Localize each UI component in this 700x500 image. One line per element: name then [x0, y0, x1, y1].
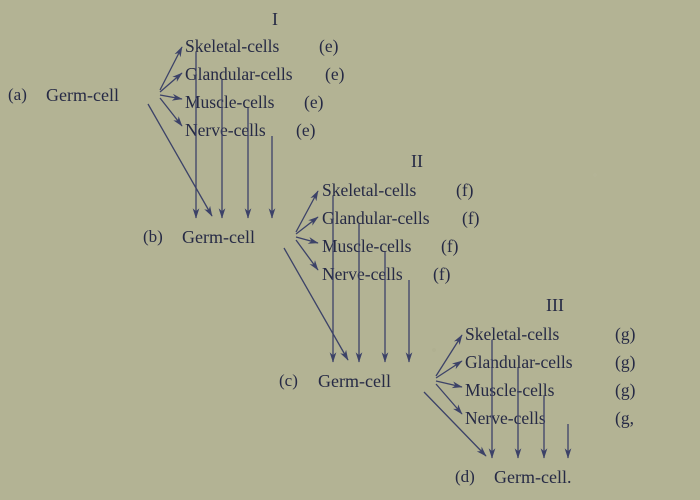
germ-cell-a: Germ-cell: [46, 85, 119, 105]
arrows-generation-ii: [296, 191, 318, 270]
generation-numeral-ii: II: [411, 151, 423, 171]
cell-nerve-e: Nerve-cells: [185, 120, 266, 140]
cell-nerve-g: Nerve-cells: [465, 408, 546, 428]
source-label-b: (b): [143, 227, 163, 246]
cell-glandular-f-suffix: (f): [462, 208, 480, 228]
cell-nerve-e-suffix: (e): [296, 120, 316, 140]
cell-muscle-g-suffix: (g): [615, 380, 636, 400]
cell-muscle-g: Muscle-cells: [465, 380, 555, 400]
generation-numeral-iii: III: [546, 295, 564, 315]
arrows-generation-iii: [436, 335, 462, 414]
germ-cell-b: Germ-cell: [182, 227, 255, 247]
cell-muscle-e: Muscle-cells: [185, 92, 275, 112]
cell-nerve-f-suffix: (f): [433, 264, 451, 284]
source-label-a: (a): [8, 85, 27, 104]
cell-skeletal-f: Skeletal-cells: [322, 180, 417, 200]
cell-glandular-g-suffix: (g): [615, 352, 636, 372]
arrows-generation-i: [160, 47, 182, 126]
cell-skeletal-g-suffix: (g): [615, 324, 636, 344]
germ-cell-c: Germ-cell: [318, 371, 391, 391]
source-label-d: (d): [455, 467, 475, 486]
cell-glandular-f: Glandular-cells: [322, 208, 430, 228]
cell-nerve-f: Nerve-cells: [322, 264, 403, 284]
cell-skeletal-f-suffix: (f): [456, 180, 474, 200]
cell-glandular-e: Glandular-cells: [185, 64, 293, 84]
cell-glandular-g: Glandular-cells: [465, 352, 573, 372]
germ-cell-d: Germ-cell.: [494, 467, 572, 487]
cell-skeletal-e-suffix: (e): [319, 36, 339, 56]
generation-numeral-i: I: [272, 9, 278, 29]
cell-muscle-f-suffix: (f): [441, 236, 459, 256]
cell-nerve-g-suffix: (g,: [615, 408, 634, 428]
source-label-c: (c): [279, 371, 298, 390]
cell-skeletal-e: Skeletal-cells: [185, 36, 280, 56]
cell-glandular-e-suffix: (e): [325, 64, 345, 84]
cell-skeletal-g: Skeletal-cells: [465, 324, 560, 344]
cell-muscle-e-suffix: (e): [304, 92, 324, 112]
cell-muscle-f: Muscle-cells: [322, 236, 412, 256]
